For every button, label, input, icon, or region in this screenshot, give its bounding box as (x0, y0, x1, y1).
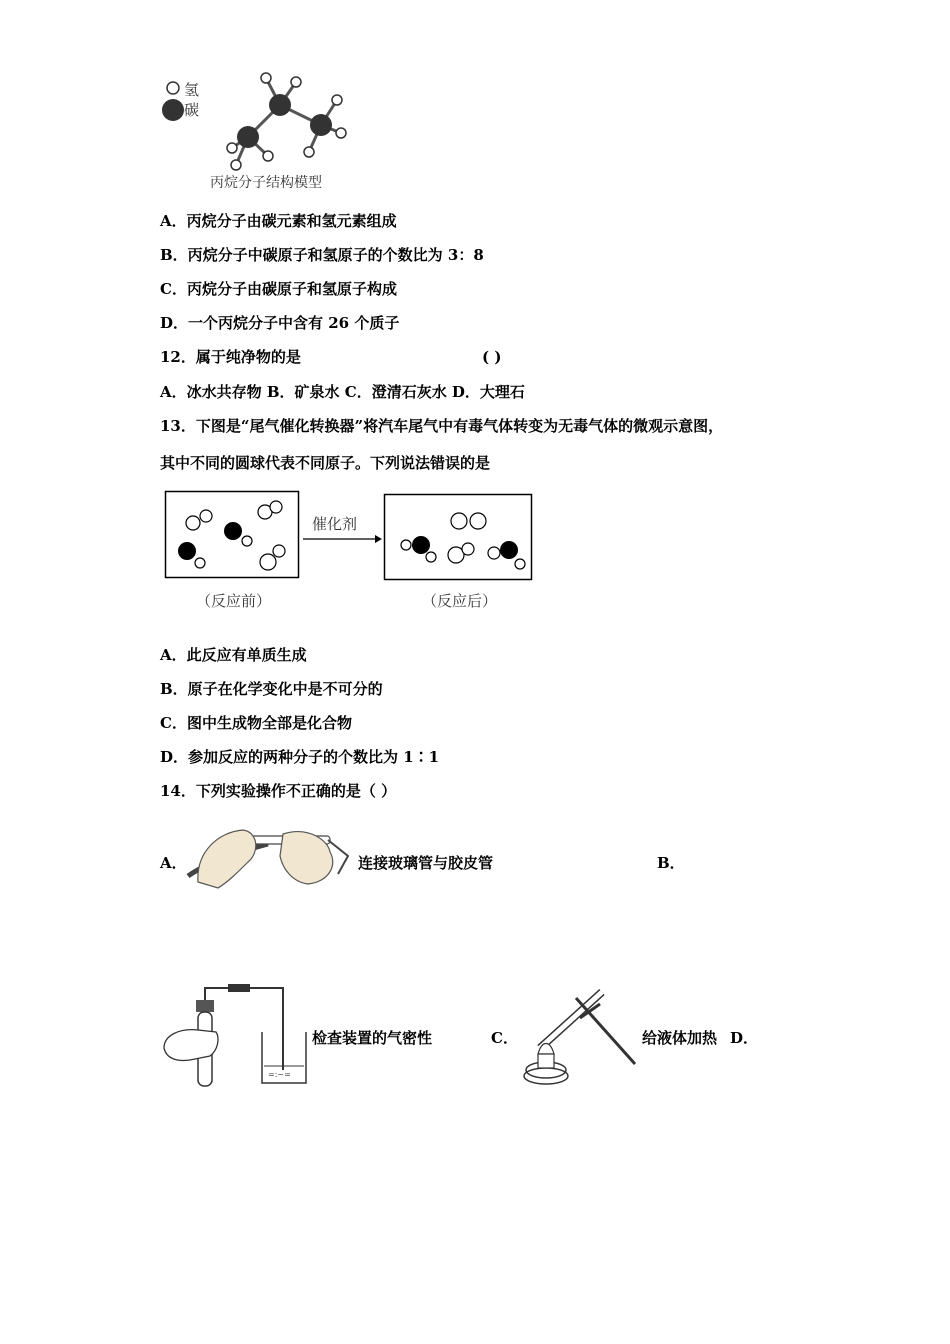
q14-option-b-text: 检查装置的气密性 (312, 1029, 433, 1047)
liquid-heating-illustration (520, 988, 640, 1088)
q14-option-a-text: 连接玻璃管与胶皮管 (358, 854, 494, 872)
catalyst-arrow (303, 533, 383, 545)
before-caption: （反应前） (196, 592, 272, 610)
q13-option-b: B．原子在化学变化中是不可分的 (160, 680, 383, 698)
q14-option-d-label: D． (730, 1029, 759, 1047)
q11-option-b: B．丙烷分子中碳原子和氢原子的个数比为 3：8 (160, 246, 484, 264)
glass-tube-connection-illustration (188, 822, 356, 890)
q11-option-d: D．一个丙烷分子中含有 26 个质子 (160, 314, 400, 332)
catalyst-label: 催化剂 (312, 515, 358, 533)
svg-text:=:~=: =:~= (268, 1070, 291, 1079)
q14-stem: 14．下列实验操作不正确的是（ ） (160, 782, 397, 800)
q14-option-c-text: 给液体加热 (642, 1029, 718, 1047)
q14-option-b-label: B． (657, 854, 685, 872)
q13-option-a: A．此反应有单质生成 (160, 646, 307, 664)
q14-option-a-label: A． (160, 854, 187, 872)
q13-option-d: D．参加反应的两种分子的个数比为 1∶1 (160, 748, 440, 766)
q12-paren: ( ) (482, 348, 502, 366)
after-caption: （反应后） (422, 592, 498, 610)
q14-option-c-label: C． (491, 1029, 518, 1047)
q11-option-c: C．丙烷分子由碳原子和氢原子构成 (160, 280, 397, 298)
q11-option-a: A．丙烷分子由碳元素和氢元素组成 (160, 212, 397, 230)
q13-stem-line1: 13．下图是“尾气催化转换器”将汽车尾气中有毒气体转变为无毒气体的微观示意图， (160, 417, 724, 435)
q13-option-c: C．图中生成物全部是化合物 (160, 714, 352, 732)
propane-caption: 丙烷分子结构模型 (210, 175, 322, 191)
airtightness-check-illustration (160, 980, 310, 1090)
q12-options: A．冰水共存物 B．矿泉水 C．澄清石灰水 D．大理石 (160, 383, 525, 401)
reaction-after-box (384, 494, 532, 581)
propane-model-diagram (150, 65, 370, 175)
q13-stem-line2: 其中不同的圆球代表不同原子。下列说法错误的是 (160, 454, 491, 472)
q12-stem: 12．属于纯净物的是 (160, 348, 301, 366)
legend-carbon: 碳 (184, 101, 200, 119)
reaction-before-box (165, 491, 299, 579)
legend-hydrogen: 氢 (184, 81, 200, 99)
